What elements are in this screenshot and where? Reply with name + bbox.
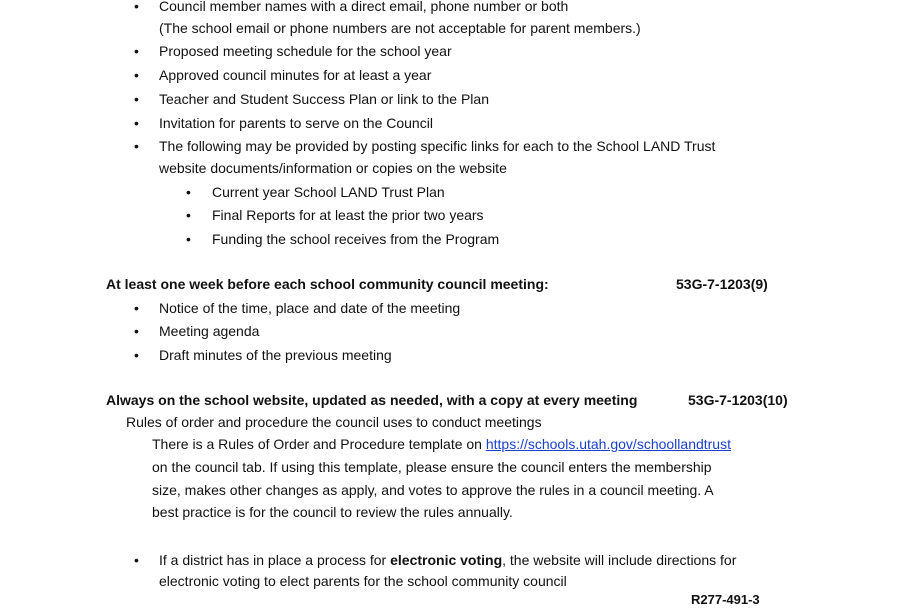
sub-list-item: Current year School LAND Trust Plan <box>212 184 445 200</box>
statute-reference-cutoff: R277-491-3 <box>691 592 760 607</box>
list-item: Draft minutes of the previous meeting <box>159 347 392 363</box>
paragraph-line: on the council tab. If using this template, please ensure the council enters the membership <box>152 459 712 475</box>
statute-reference: 53G-7-1203(9) <box>676 276 768 292</box>
list-item: Teacher and Student Success Plan or link to the Plan <box>159 91 489 107</box>
list-item-text: If a district has in place a process for <box>159 552 391 568</box>
statute-reference: 53G-7-1203(10) <box>688 392 788 408</box>
paragraph-line: size, makes other changes as apply, and votes to approve the rules in a council meeting. A <box>152 482 714 498</box>
bullet-icon: • <box>134 323 139 339</box>
list-item: Council member names with a direct email, phone number or both <box>159 0 569 14</box>
list-item-continuation: electronic voting to elect parents for the school community council <box>159 573 567 589</box>
list-item: Invitation for parents to serve on the Council <box>159 115 433 131</box>
section-heading: At least one week before each school community council meeting: <box>106 276 549 292</box>
list-item-emphasis: electronic voting <box>390 552 503 568</box>
paragraph-text: There is a Rules of Order and Procedure template on <box>152 436 486 452</box>
sub-list-item: Funding the school receives from the Program <box>212 231 500 247</box>
bullet-icon: • <box>134 300 139 316</box>
paragraph-line <box>152 435 731 453</box>
bullet-icon: • <box>186 231 191 247</box>
bullet-icon: • <box>134 552 139 568</box>
bullet-icon: • <box>186 207 191 223</box>
list-item: Approved council minutes for at least a year <box>159 67 432 83</box>
list-item: Meeting agenda <box>159 323 260 339</box>
section-heading: Always on the school website, updated as needed, with a copy at every meeting <box>106 392 638 408</box>
list-item: Proposed meeting schedule for the school year <box>159 43 452 59</box>
bullet-icon: • <box>134 91 139 107</box>
list-item: The following may be provided by posting specific links for each to the School LAND Trust <box>159 138 716 154</box>
bullet-icon: • <box>134 115 139 131</box>
bullet-icon: • <box>186 184 191 200</box>
bullet-icon: • <box>134 43 139 59</box>
list-item: Notice of the time, place and date of the meeting <box>159 300 461 316</box>
template-link[interactable]: https://schools.utah.gov/schoollandtrust <box>485 436 731 452</box>
paragraph-line: best practice is for the council to review the rules annually. <box>152 504 513 520</box>
rules-line: Rules of order and procedure the council uses to conduct meetings <box>126 414 542 430</box>
bullet-icon: • <box>134 67 139 83</box>
bullet-icon: • <box>134 138 139 154</box>
list-item-continuation: (The school email or phone numbers are not acceptable for parent members.) <box>159 20 641 36</box>
list-item-text: , the website will include directions for <box>502 552 737 568</box>
list-item <box>159 551 736 569</box>
list-item-continuation: website documents/information or copies on the website <box>159 160 507 176</box>
bullet-icon: • <box>134 0 139 14</box>
bullet-icon: • <box>134 347 139 363</box>
sub-list-item: Final Reports for at least the prior two years <box>212 207 484 223</box>
